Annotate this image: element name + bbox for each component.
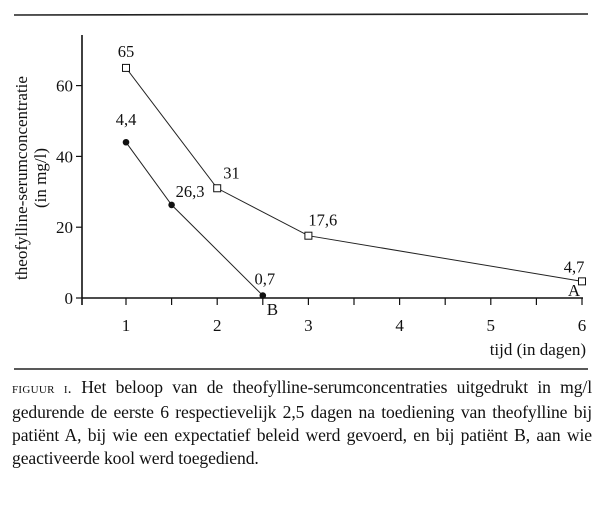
series-name-label: B: [266, 300, 279, 319]
series-line: [126, 68, 582, 281]
y-tick-label: 60: [56, 76, 73, 96]
data-label: 17,6: [308, 210, 338, 230]
data-label: 0,7: [254, 269, 276, 289]
caption-label: figuur i.: [12, 381, 72, 397]
data-point-dot: [123, 139, 130, 146]
x-tick-label: 5: [486, 316, 496, 335]
series-b: [116, 110, 278, 319]
data-label: 31: [223, 163, 240, 183]
x-axis-label: tijd (in dagen): [489, 340, 586, 359]
data-point-dot: [260, 292, 267, 299]
y-tick-label: 0: [64, 289, 73, 308]
x-tick-label: 1: [121, 316, 131, 335]
y-axis-label: [12, 76, 50, 280]
data-label: 26,3: [175, 181, 205, 201]
series-a: [115, 41, 586, 300]
top-rule: [14, 14, 588, 15]
series-group: [116, 42, 586, 319]
data-point-square: [123, 64, 130, 71]
x-tick-label: 4: [395, 316, 404, 335]
x-tick-label: 6: [577, 316, 587, 335]
data-point-dot: [168, 202, 175, 209]
data-label: 4,4: [115, 110, 137, 130]
x-tick-label: 2: [212, 316, 222, 335]
data-point-square: [214, 185, 221, 192]
series-name-label: A: [567, 281, 581, 300]
data-point-square: [305, 232, 312, 239]
x-tick-label: 3: [304, 316, 313, 335]
caption-text: Het beloop van de theofylline-serumconcentraties uitgedrukt in mg/l gedurende de eerste 6 respectievelijk 2,5 dagen na toediening van theofylline bij patiënt A, bij wie een expectatief beleid werd gevoerd, en bij patiënt B, aan wie geactiveerde kool werd toegediend.: [12, 377, 592, 468]
svg-text:theofylline-serumconcentratie: theofylline-serumconcentratie: [12, 76, 31, 280]
data-label: 4,7: [563, 257, 585, 277]
data-label: 65: [117, 41, 135, 61]
y-tick-label: 20: [56, 218, 73, 238]
series-line: [126, 142, 263, 295]
y-tick-label: 40: [56, 147, 73, 167]
figure-caption: [12, 376, 592, 470]
svg-text:(in mg/l): (in mg/l): [31, 148, 50, 208]
